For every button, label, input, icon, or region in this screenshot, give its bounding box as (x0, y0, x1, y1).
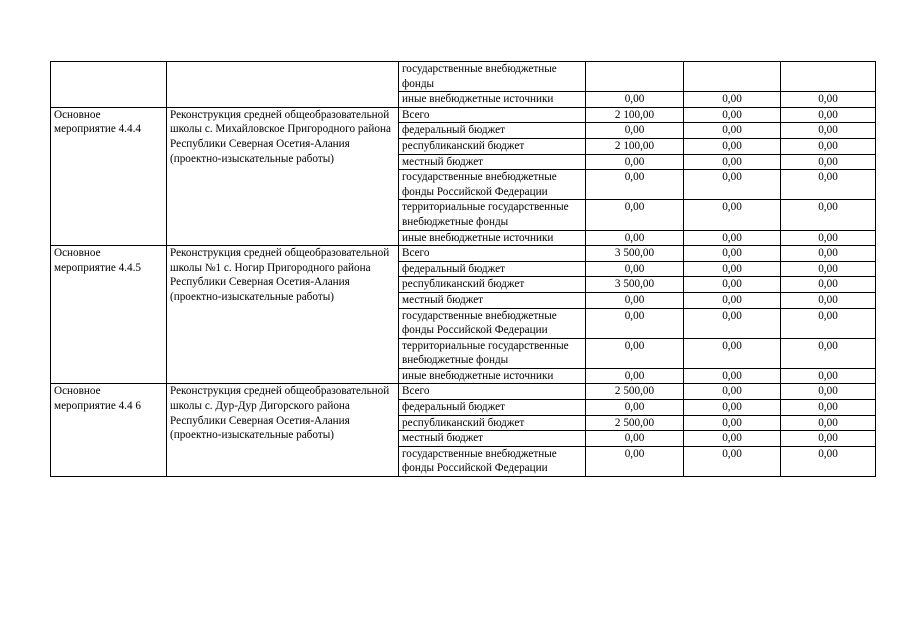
funding-source-cell: территориальные государственные внебюджетные фонды (399, 338, 586, 368)
funding-source-cell: федеральный бюджет (399, 123, 586, 139)
plan-year-1-cell: 0,00 (586, 200, 684, 230)
plan-year-1-cell: 0,00 (586, 400, 684, 416)
plan-year-3-cell: 0,00 (781, 415, 876, 431)
plan-year-3-cell: 0,00 (781, 431, 876, 447)
plan-year-1-cell: 2 100,00 (586, 107, 684, 123)
budget-table-body (51, 62, 876, 477)
funding-source-cell: государственные внебюджетные фонды Российской Федерации (399, 446, 586, 476)
plan-year-2-cell: 0,00 (684, 246, 781, 262)
funding-source-cell: государственные внебюджетные фонды Российской Федерации (399, 170, 586, 200)
plan-year-2-cell: 0,00 (684, 123, 781, 139)
plan-year-1-cell: 2 100,00 (586, 138, 684, 154)
plan-year-1-cell: 0,00 (586, 170, 684, 200)
plan-year-3-cell: 0,00 (781, 400, 876, 416)
plan-year-3-cell: 0,00 (781, 107, 876, 123)
activity-code-cell (51, 62, 167, 108)
plan-year-2-cell: 0,00 (684, 384, 781, 400)
funding-source-cell: федеральный бюджет (399, 261, 586, 277)
plan-year-2-cell: 0,00 (684, 292, 781, 308)
funding-source-cell: республиканский бюджет (399, 415, 586, 431)
plan-year-1-cell: 0,00 (586, 308, 684, 338)
plan-year-1-cell: 0,00 (586, 230, 684, 246)
table-row (51, 107, 876, 123)
plan-year-2-cell: 0,00 (684, 368, 781, 384)
plan-year-3-cell: 0,00 (781, 261, 876, 277)
funding-source-cell: государственные внебюджетные фонды Российской Федерации (399, 308, 586, 338)
funding-source-cell: федеральный бюджет (399, 400, 586, 416)
plan-year-1-cell: 2 500,00 (586, 415, 684, 431)
plan-year-2-cell: 0,00 (684, 261, 781, 277)
activity-code-cell: Основное мероприятие 4.4.5 (51, 246, 167, 384)
activity-code-cell: Основное мероприятие 4.4.4 (51, 107, 167, 245)
plan-year-1-cell: 2 500,00 (586, 384, 684, 400)
plan-year-1-cell: 0,00 (586, 261, 684, 277)
plan-year-3-cell: 0,00 (781, 92, 876, 108)
plan-year-2-cell: 0,00 (684, 92, 781, 108)
funding-source-cell: республиканский бюджет (399, 277, 586, 293)
activity-title-cell (167, 62, 399, 108)
plan-year-3-cell: 0,00 (781, 230, 876, 246)
funding-source-cell: Всего (399, 107, 586, 123)
funding-source-cell: иные внебюджетные источники (399, 92, 586, 108)
funding-source-cell: Всего (399, 246, 586, 262)
plan-year-3-cell (781, 62, 876, 92)
plan-year-1-cell: 0,00 (586, 431, 684, 447)
plan-year-3-cell: 0,00 (781, 384, 876, 400)
plan-year-2-cell: 0,00 (684, 200, 781, 230)
table-row (51, 246, 876, 262)
activity-title-cell: Реконструкция средней общеобразовательной школы с. Дур-Дур Дигорского района Республики Северная Осетия-Алания (проектно-изыскательные работы) (167, 384, 399, 477)
funding-source-cell: республиканский бюджет (399, 138, 586, 154)
plan-year-3-cell: 0,00 (781, 277, 876, 293)
budget-table (50, 61, 876, 477)
plan-year-1-cell: 0,00 (586, 338, 684, 368)
plan-year-2-cell: 0,00 (684, 308, 781, 338)
plan-year-1-cell: 0,00 (586, 292, 684, 308)
plan-year-2-cell: 0,00 (684, 154, 781, 170)
plan-year-3-cell: 0,00 (781, 246, 876, 262)
activity-code-cell: Основное мероприятие 4.4 6 (51, 384, 167, 477)
plan-year-1-cell: 0,00 (586, 368, 684, 384)
plan-year-3-cell: 0,00 (781, 338, 876, 368)
plan-year-2-cell: 0,00 (684, 338, 781, 368)
funding-source-cell: местный бюджет (399, 431, 586, 447)
plan-year-3-cell: 0,00 (781, 154, 876, 170)
activity-title-cell: Реконструкция средней общеобразовательной школы с. Михайловское Пригородного района Республики Северная Осетия-Алания (проектно-изыскательные работы) (167, 107, 399, 245)
plan-year-3-cell: 0,00 (781, 138, 876, 154)
plan-year-1-cell: 0,00 (586, 154, 684, 170)
funding-source-cell: местный бюджет (399, 292, 586, 308)
funding-source-cell: Всего (399, 384, 586, 400)
plan-year-3-cell: 0,00 (781, 308, 876, 338)
funding-source-cell: территориальные государственные внебюджетные фонды (399, 200, 586, 230)
funding-source-cell: государственные внебюджетные фонды (399, 62, 586, 92)
plan-year-2-cell: 0,00 (684, 400, 781, 416)
plan-year-3-cell: 0,00 (781, 368, 876, 384)
plan-year-1-cell: 3 500,00 (586, 246, 684, 262)
plan-year-2-cell: 0,00 (684, 107, 781, 123)
plan-year-1-cell (586, 62, 684, 92)
plan-year-3-cell: 0,00 (781, 123, 876, 139)
funding-source-cell: иные внебюджетные источники (399, 368, 586, 384)
plan-year-3-cell: 0,00 (781, 446, 876, 476)
plan-year-2-cell (684, 62, 781, 92)
plan-year-3-cell: 0,00 (781, 170, 876, 200)
plan-year-2-cell: 0,00 (684, 431, 781, 447)
plan-year-2-cell: 0,00 (684, 170, 781, 200)
plan-year-1-cell: 0,00 (586, 446, 684, 476)
table-row (51, 62, 876, 92)
plan-year-3-cell: 0,00 (781, 200, 876, 230)
plan-year-1-cell: 0,00 (586, 92, 684, 108)
funding-source-cell: иные внебюджетные источники (399, 230, 586, 246)
table-row (51, 384, 876, 400)
plan-year-2-cell: 0,00 (684, 415, 781, 431)
plan-year-3-cell: 0,00 (781, 292, 876, 308)
plan-year-2-cell: 0,00 (684, 138, 781, 154)
activity-title-cell: Реконструкция средней общеобразовательной школы №1 с. Ногир Пригородного района Республики Северная Осетия-Алания (проектно-изыскательные работы) (167, 246, 399, 384)
plan-year-2-cell: 0,00 (684, 446, 781, 476)
plan-year-1-cell: 3 500,00 (586, 277, 684, 293)
plan-year-2-cell: 0,00 (684, 230, 781, 246)
funding-source-cell: местный бюджет (399, 154, 586, 170)
plan-year-1-cell: 0,00 (586, 123, 684, 139)
plan-year-2-cell: 0,00 (684, 277, 781, 293)
